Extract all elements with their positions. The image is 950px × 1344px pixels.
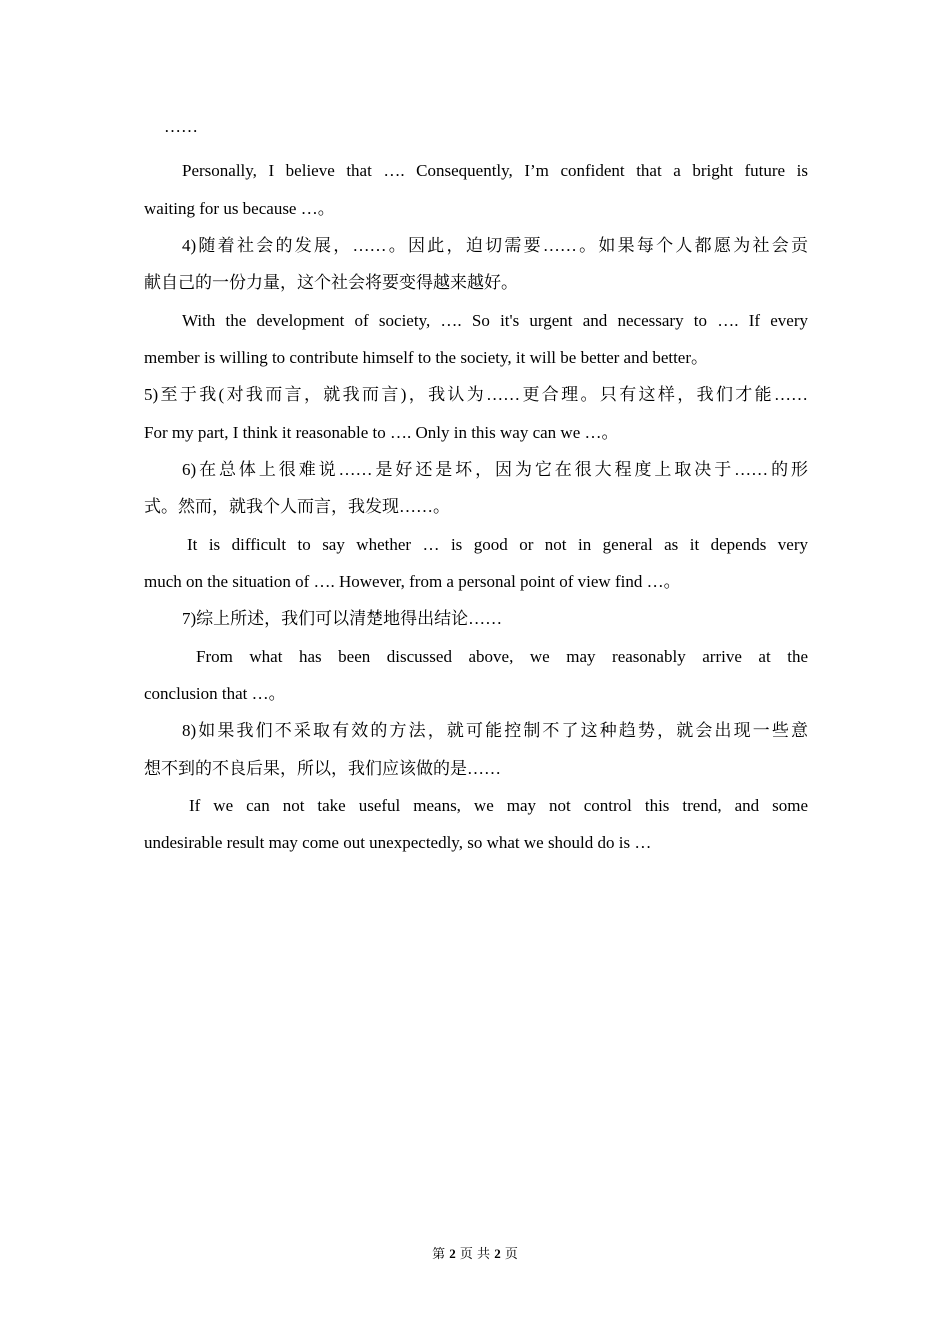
text-line: 4)随着社会的发展，……。因此，迫切需要……。如果每个人都愿为社会贡 [182,236,808,255]
text-line: 8)如果我们不采取有效的方法，就可能控制不了这种趋势，就会出现一些意 [182,721,808,740]
text-line: 想不到的不良后果，所以，我们应该做的是…… [144,759,501,778]
text-line: If we can not take useful means, we may not control this trend, and some [189,796,808,815]
text-line: For my part, I think it reasonable to …. Only in this way can we …。 [144,423,619,442]
text-line: With the development of society, …. So it's urgent and necessary to …. If every [182,311,808,330]
text-line: much on the situation of …. However, from a personal point of view find …。 [144,572,681,591]
text-line: member is willing to contribute himself to the society, it will be better and better。 [144,348,709,367]
footer-suffix: 页 [504,1247,518,1262]
footer-total-pages: 2 [494,1246,501,1261]
ellipsis-line: …… [164,117,198,136]
text-line: 6)在总体上很难说……是好还是坏，因为它在很大程度上取决于……的形 [182,460,808,479]
text-line: It is difficult to say whether … is good or not in general as it depends very [187,535,808,554]
text-line: waiting for us because …。 [144,199,335,218]
footer-page-number: 2 [449,1246,456,1261]
text-line: conclusion that …。 [144,684,286,703]
footer-prefix: 第 [432,1247,446,1262]
text-line: undesirable result may come out unexpectedly, so what we should do is … [144,833,652,852]
text-line: From what has been discussed above, we may reasonably arrive at the [196,647,808,666]
text-line: 7)综上所述，我们可以清楚地得出结论…… [182,609,503,628]
text-line: 5)至于我(对我而言，就我而言)，我认为……更合理。只有这样，我们才能…… [144,385,808,404]
footer-middle: 页 共 [459,1247,491,1262]
text-line: Personally, I believe that …. Consequently, I’m confident that a bright future is [182,161,808,180]
text-line: 式。然而，就我个人而言，我发现……。 [144,497,450,516]
text-line: 献自己的一份力量，这个社会将要变得越来越好。 [144,273,518,292]
page-footer [0,1244,950,1265]
